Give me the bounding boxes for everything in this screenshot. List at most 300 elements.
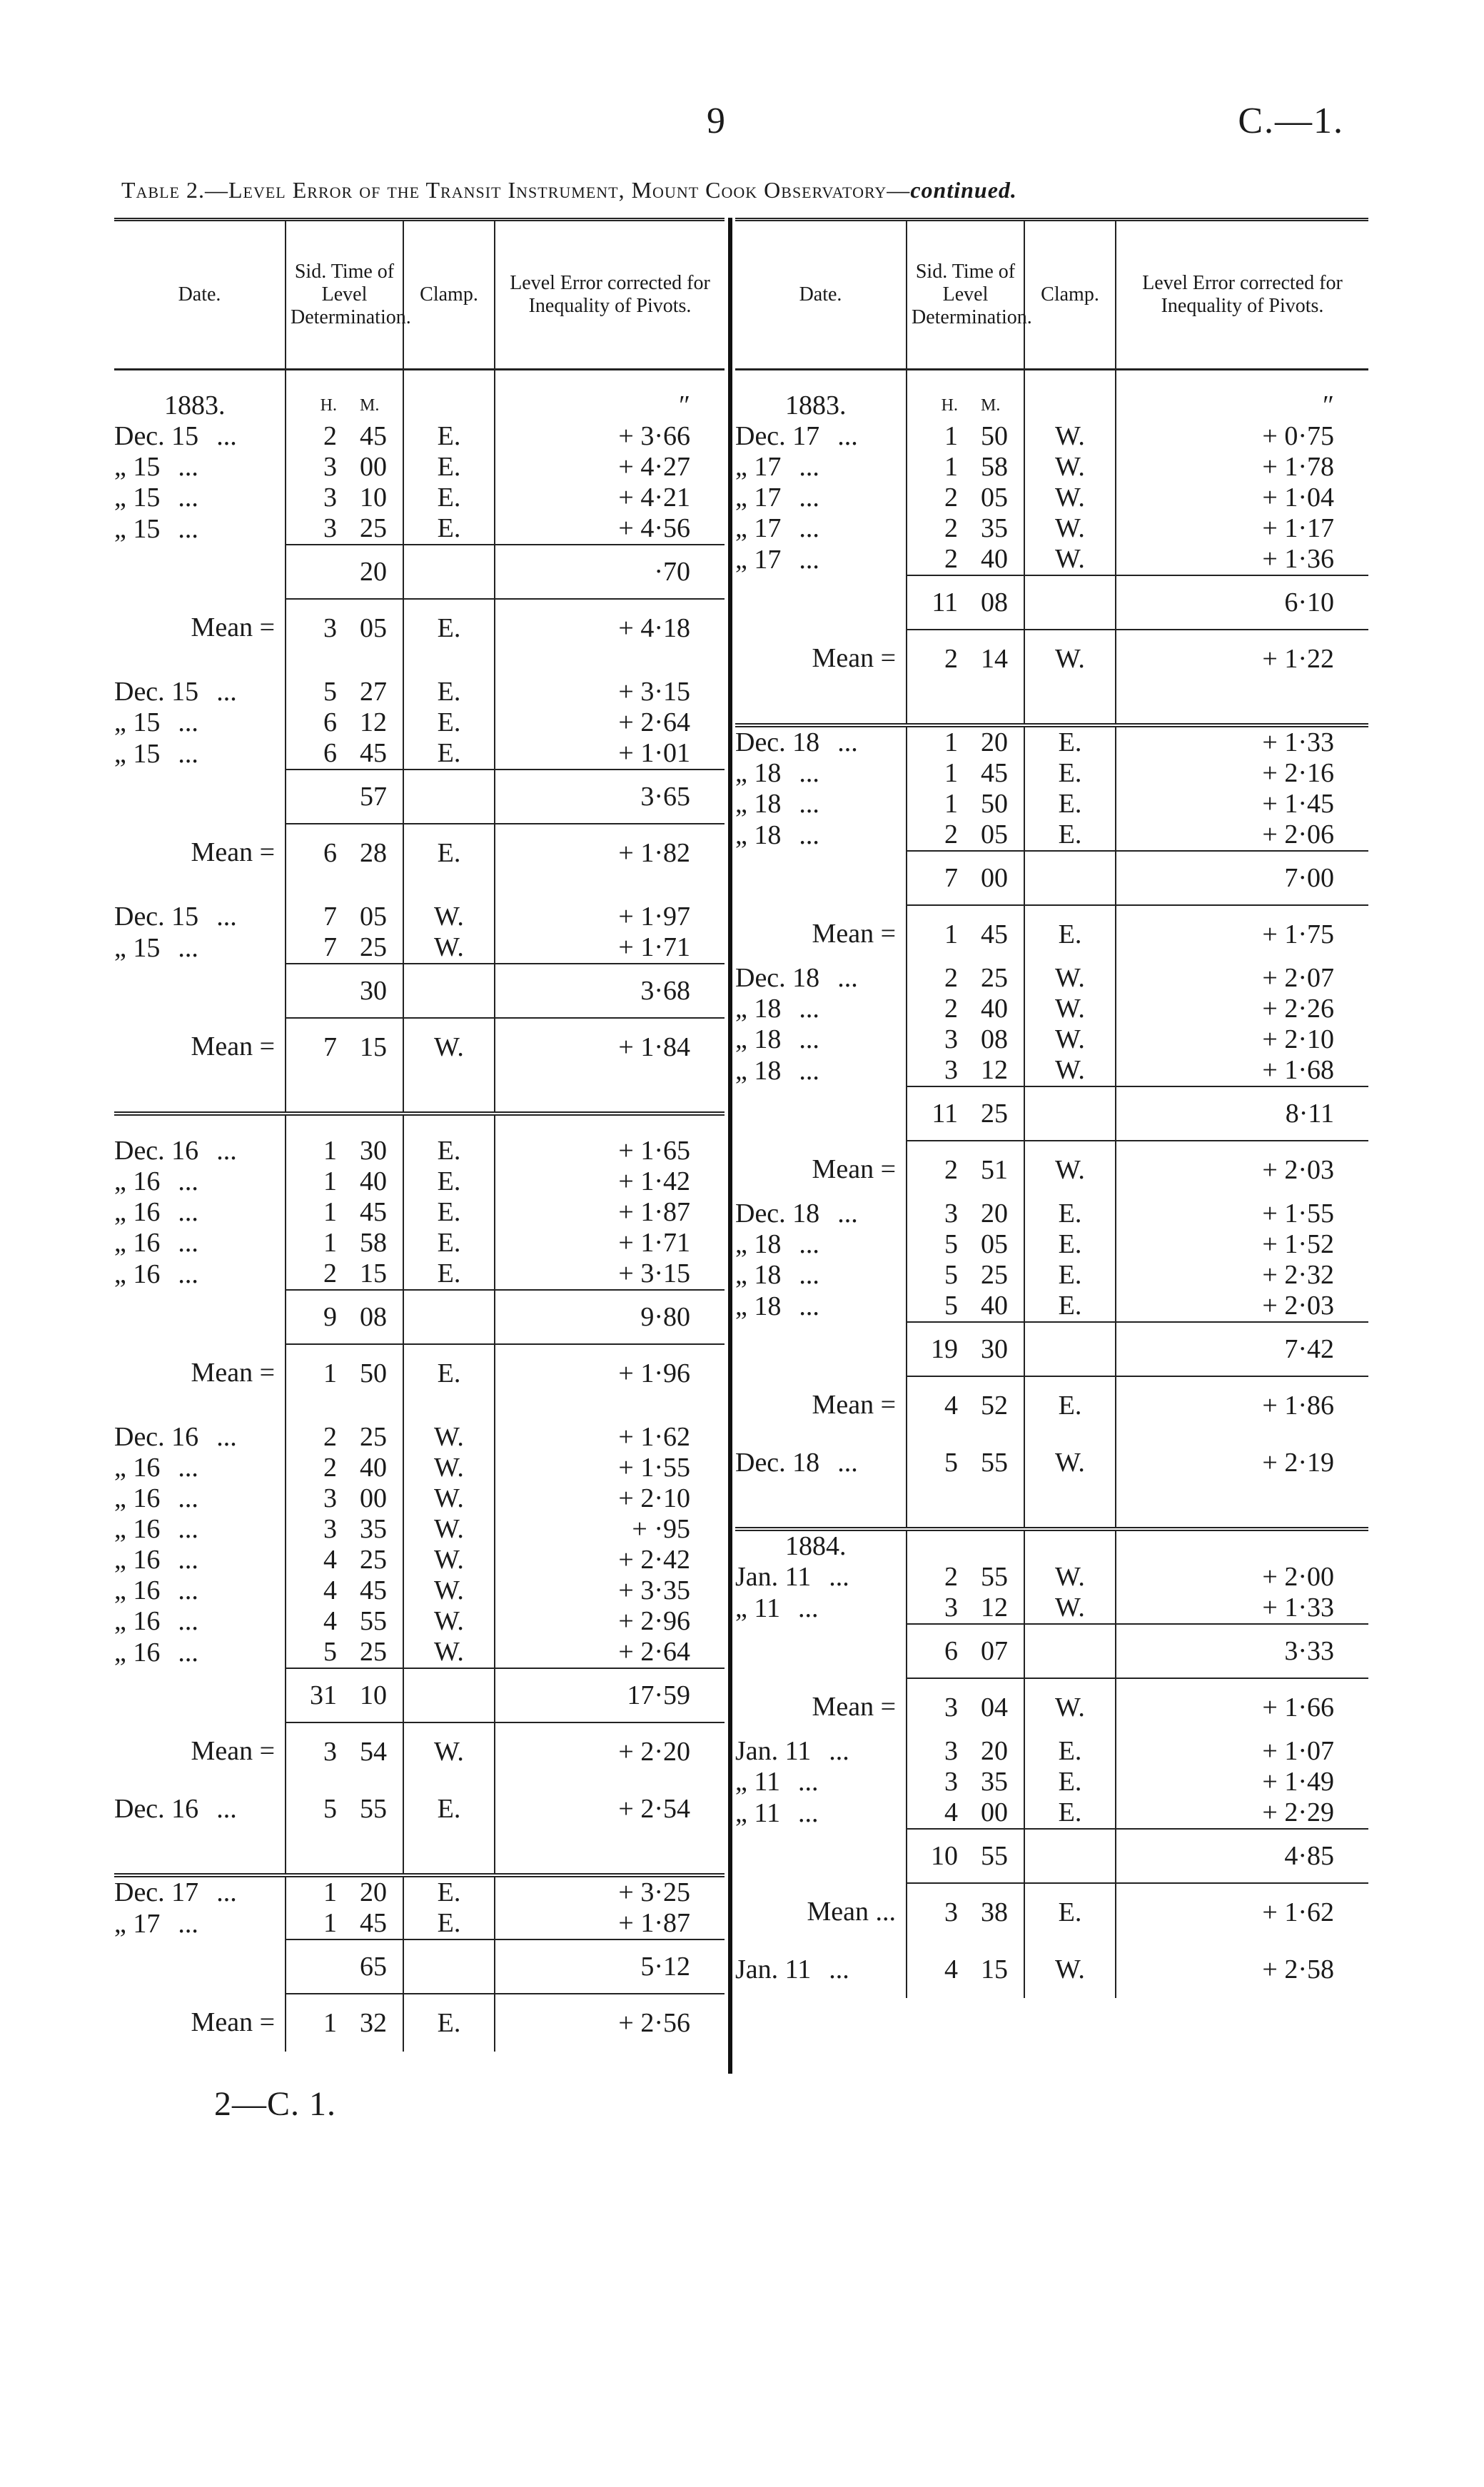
level-error-cell: + 3·25 <box>495 1875 725 1908</box>
date-cell <box>735 963 907 994</box>
level-error-cell: + 1·97 <box>495 902 725 932</box>
level-error-cell: + 2·54 <box>495 1780 725 1837</box>
hour-cell: 1 <box>907 421 971 452</box>
clamp-cell: E. <box>403 1197 495 1228</box>
level-error-cell: + 2·64 <box>495 1637 725 1668</box>
year-label: 1883. <box>785 390 847 420</box>
clamp-cell: E. <box>1024 758 1116 789</box>
level-error-cell: + 2·00 <box>1116 1562 1368 1593</box>
leader-dots: ... <box>829 1736 849 1766</box>
minute-cell: 58 <box>360 1228 387 1258</box>
date-cell <box>735 994 907 1024</box>
date-text: Dec. 17 <box>114 1877 199 1907</box>
spacer <box>735 1624 907 1678</box>
date-cell <box>735 1055 907 1086</box>
level-error-cell: + 2·32 <box>1116 1260 1368 1291</box>
mean-label: Mean = <box>812 643 896 673</box>
leader-dots: ... <box>216 421 237 451</box>
date-text: Dec. 15 <box>114 902 199 932</box>
spacer <box>350 370 403 391</box>
date-column-header: Date. <box>735 220 907 370</box>
spacer <box>735 575 907 630</box>
date-text: „ 18 <box>735 1229 782 1259</box>
sum-hour-cell: 6 <box>907 1624 971 1678</box>
date-cell <box>735 1767 907 1797</box>
year-row <box>735 1529 1368 1562</box>
mean-hour-cell: 1 <box>286 1344 350 1402</box>
date-cell <box>114 1483 286 1514</box>
leader-dots: ... <box>178 1514 198 1544</box>
single-observation-row <box>114 1780 725 1837</box>
sum-clamp-cell <box>403 1290 495 1344</box>
spacer <box>1116 1491 1368 1529</box>
clamp-cell: W. <box>403 1606 495 1637</box>
minute-cell: 08 <box>981 1024 1008 1054</box>
leader-dots: ... <box>837 1199 858 1229</box>
sum-row <box>735 1829 1368 1883</box>
mean-hour-cell: 3 <box>907 1678 971 1736</box>
date-text: „ 18 <box>735 994 782 1024</box>
observation-row <box>114 1908 725 1939</box>
spacer <box>1024 1529 1116 1562</box>
spacer-row <box>114 1402 725 1422</box>
observation-row <box>114 1136 725 1166</box>
hour-cell: 1 <box>286 1197 350 1228</box>
observation-row <box>114 1575 725 1606</box>
hour-cell: 2 <box>286 421 350 452</box>
date-cell <box>114 1514 286 1545</box>
hour-cell: 6 <box>286 707 350 738</box>
left-table-body <box>114 370 725 2052</box>
leader-dots: ... <box>178 1166 198 1196</box>
sum-minute-cell: 08 <box>971 575 1024 630</box>
leader-dots: ... <box>178 483 198 513</box>
mean-minute-cell: 15 <box>360 1031 387 1062</box>
mean-level-error-cell: + 2·20 <box>495 1722 725 1780</box>
clamp-cell: W. <box>403 902 495 932</box>
clamp-column-header: Clamp. <box>1024 220 1116 370</box>
date-text: „ 11 <box>735 1767 780 1797</box>
minute-cell: 05 <box>981 819 1008 849</box>
sum-clamp-cell <box>403 1668 495 1722</box>
observation-row <box>735 725 1368 758</box>
observation-row <box>735 483 1368 513</box>
observation-row <box>735 1199 1368 1229</box>
sum-hour-cell <box>286 964 350 1018</box>
sum-row <box>114 1668 725 1722</box>
hour-cell: 3 <box>286 483 350 513</box>
leader-dots: ... <box>799 544 819 575</box>
mean-row <box>114 1994 725 2052</box>
date-text: „ 18 <box>735 1055 782 1086</box>
date-cell <box>735 1229 907 1260</box>
mean-label: Mean = <box>191 2007 275 2037</box>
minute-cell: 20 <box>981 1736 1008 1766</box>
clamp-cell: W. <box>1024 1024 1116 1055</box>
level-error-cell: + 0·75 <box>1116 421 1368 452</box>
hour-cell: 4 <box>907 1797 971 1829</box>
hour-cell: 5 <box>907 1260 971 1291</box>
observation-row <box>114 1197 725 1228</box>
date-cell <box>114 707 286 738</box>
hour-cell: 2 <box>907 819 971 851</box>
center-divider <box>728 218 732 2074</box>
right-table-body <box>735 370 1368 1999</box>
mean-minute-cell: 04 <box>981 1692 1008 1722</box>
level-error-cell: + 1·07 <box>1116 1736 1368 1767</box>
sum-hour-cell: 19 <box>907 1322 971 1376</box>
observation-row <box>114 932 725 964</box>
leader-dots: ... <box>178 1197 198 1227</box>
minute-cell: 20 <box>360 1877 387 1907</box>
mean-label: Mean = <box>812 1390 896 1420</box>
leader-dots: ... <box>178 513 198 544</box>
spacer <box>114 1939 286 1994</box>
single-observation-row <box>735 1941 1368 1998</box>
spacer <box>286 1837 350 1875</box>
level-error-cell: + 1·62 <box>495 1422 725 1453</box>
clamp-cell: W. <box>403 1483 495 1514</box>
minute-cell: 25 <box>360 932 387 962</box>
clamp-cell: E. <box>403 452 495 483</box>
spacer <box>350 657 403 677</box>
observation-row <box>114 1258 725 1290</box>
mean-label: Mean = <box>812 1154 896 1184</box>
observation-row <box>114 707 725 738</box>
mean-clamp-cell: W. <box>403 1722 495 1780</box>
mean-row <box>735 1376 1368 1434</box>
sum-clamp-cell <box>403 545 495 599</box>
level-error-cell: + ·95 <box>495 1514 725 1545</box>
mean-clamp-cell: E. <box>1024 1883 1116 1941</box>
spacer <box>403 657 495 677</box>
minute-cell: 05 <box>981 1229 1008 1259</box>
mean-minute-cell: 28 <box>360 837 387 868</box>
sum-hour-cell <box>286 770 350 824</box>
level-error-cell: + 2·19 <box>1116 1434 1368 1491</box>
level-error-cell: + 1·42 <box>495 1166 725 1197</box>
minute-cell: 45 <box>360 1908 387 1938</box>
leader-dots: ... <box>216 902 237 932</box>
level-error-cell: + 2·03 <box>1116 1291 1368 1322</box>
sum-level-error-cell: 9·80 <box>495 1290 725 1344</box>
date-cell <box>735 1736 907 1767</box>
level-error-cell: + 2·58 <box>1116 1941 1368 1998</box>
date-cell <box>114 483 286 513</box>
spacer <box>403 1076 495 1114</box>
mean-level-error-cell: + 1·62 <box>1116 1883 1368 1941</box>
leader-dots: ... <box>837 963 858 993</box>
hour-cell: 1 <box>907 452 971 483</box>
hour-cell: 1 <box>286 1908 350 1939</box>
sum-level-error-cell: 17·59 <box>495 1668 725 1722</box>
spacer <box>286 882 350 902</box>
hour-cell: 1 <box>286 1136 350 1166</box>
sum-level-error-cell: 7·00 <box>1116 851 1368 905</box>
mean-clamp-cell: W. <box>403 1018 495 1076</box>
level-error-cell: + 4·56 <box>495 513 725 545</box>
sum-clamp-cell <box>1024 851 1116 905</box>
observation-row <box>114 1875 725 1908</box>
observation-row <box>735 758 1368 789</box>
level-error-cell: + 1·87 <box>495 1197 725 1228</box>
sum-minute-cell: 07 <box>971 1624 1024 1678</box>
minute-cell: 40 <box>981 544 1008 574</box>
mean-clamp-cell: E. <box>1024 1376 1116 1434</box>
observation-row <box>114 452 725 483</box>
year-row <box>735 390 1368 421</box>
mean-row <box>114 1018 725 1076</box>
double-rule-row <box>114 1076 725 1114</box>
date-text: Dec. 17 <box>735 421 820 451</box>
signature-mark: 2—C. 1. <box>214 2085 337 2123</box>
sum-level-error-cell: 5·12 <box>495 1939 725 1994</box>
mean-level-error-cell: + 1·84 <box>495 1018 725 1076</box>
hour-cell: 5 <box>907 1291 971 1322</box>
observation-row <box>735 1562 1368 1593</box>
hour-cell: 7 <box>286 932 350 964</box>
clamp-cell: E. <box>403 1780 495 1837</box>
seconds-unit: ″ <box>495 390 725 421</box>
hour-cell: 2 <box>907 963 971 994</box>
mean-row <box>114 1722 725 1780</box>
clamp-cell: E. <box>1024 819 1116 851</box>
spacer <box>350 1837 403 1875</box>
date-cell <box>735 421 907 452</box>
observation-row <box>735 513 1368 544</box>
sum-row <box>114 964 725 1018</box>
observation-row <box>735 963 1368 994</box>
minute-cell: 35 <box>981 1767 1008 1797</box>
minute-cell: 12 <box>981 1055 1008 1085</box>
mean-minute-cell: 51 <box>981 1154 1008 1185</box>
date-text: „ 17 <box>735 483 782 513</box>
year-cell <box>114 390 286 421</box>
spacer <box>495 1837 725 1875</box>
observation-row <box>735 1767 1368 1797</box>
date-text: „ 17 <box>735 513 782 543</box>
sum-level-error-cell: 7·42 <box>1116 1322 1368 1376</box>
mean-label: Mean = <box>191 837 275 867</box>
level-error-cell: + 1·01 <box>495 738 725 770</box>
clamp-cell: W. <box>403 1637 495 1668</box>
date-cell <box>735 819 907 851</box>
minute-cell: 10 <box>360 483 387 513</box>
minute-cell: 12 <box>360 707 387 737</box>
mean-level-error-cell: + 1·86 <box>1116 1376 1368 1434</box>
leader-dots: ... <box>797 1593 819 1623</box>
minute-cell: 40 <box>981 1291 1008 1321</box>
level-error-cell: + 2·16 <box>1116 758 1368 789</box>
mean-label-cell <box>114 1722 286 1780</box>
date-cell <box>114 1197 286 1228</box>
date-text: „ 15 <box>114 483 161 513</box>
hour-cell: 3 <box>286 1514 350 1545</box>
hour-cell: 5 <box>286 677 350 707</box>
minute-cell: 45 <box>360 738 387 768</box>
clamp-cell: W. <box>1024 1562 1116 1593</box>
year-row <box>114 390 725 421</box>
sum-level-error-cell: ·70 <box>495 545 725 599</box>
mean-label-cell <box>114 599 286 657</box>
sum-minute-cell: 55 <box>971 1829 1024 1883</box>
mean-level-error-cell: + 1·75 <box>1116 905 1368 963</box>
observation-row <box>114 1422 725 1453</box>
date-cell <box>735 1199 907 1229</box>
minute-cell: 20 <box>981 727 1008 757</box>
hour-cell: 3 <box>907 1024 971 1055</box>
observation-row <box>114 1514 725 1545</box>
date-text: „ 15 <box>114 707 161 737</box>
mean-row <box>114 599 725 657</box>
date-text: „ 16 <box>114 1514 161 1544</box>
minute-cell: 55 <box>360 1793 387 1824</box>
level-error-column-header: Level Error corrected for Inequality of Pivots. <box>495 220 725 370</box>
clamp-column-header: Clamp. <box>403 220 495 370</box>
date-text: „ 16 <box>114 1575 161 1605</box>
mean-level-error-cell: + 1·66 <box>1116 1678 1368 1736</box>
spacer <box>1024 1491 1116 1529</box>
mean-hour-cell: 1 <box>286 1994 350 2052</box>
sum-row <box>735 851 1368 905</box>
year-cell <box>735 1529 907 1562</box>
date-text: „ 18 <box>735 758 782 788</box>
minute-cell: 27 <box>360 677 387 707</box>
sum-minute-cell: 25 <box>971 1086 1024 1141</box>
spacer-row <box>114 657 725 677</box>
leader-dots: ... <box>178 707 198 737</box>
clamp-cell: E. <box>1024 1229 1116 1260</box>
leader-dots: ... <box>829 1954 849 1984</box>
hour-cell: 4 <box>286 1575 350 1606</box>
mean-hour-cell: 6 <box>286 824 350 882</box>
observation-row <box>114 1637 725 1668</box>
sum-clamp-cell <box>1024 575 1116 630</box>
double-rule-row <box>735 1491 1368 1529</box>
clamp-cell: W. <box>403 1514 495 1545</box>
sum-level-error-cell: 3·33 <box>1116 1624 1368 1678</box>
leader-dots: ... <box>178 1228 198 1258</box>
level-error-cell: + 1·87 <box>495 1908 725 1939</box>
left-table <box>114 218 725 2052</box>
leader-dots: ... <box>799 452 819 482</box>
leader-dots: ... <box>178 1258 198 1289</box>
leader-dots: ... <box>799 1291 819 1321</box>
clamp-cell: E. <box>403 707 495 738</box>
clamp-cell: W. <box>1024 963 1116 994</box>
minute-cell: 00 <box>360 452 387 482</box>
sum-minute-cell: 30 <box>350 964 403 1018</box>
clamp-cell: W. <box>1024 1941 1116 1998</box>
sum-clamp-cell <box>1024 1322 1116 1376</box>
leader-dots: ... <box>216 1793 237 1824</box>
clamp-cell: W. <box>1024 513 1116 544</box>
sum-row <box>114 770 725 824</box>
spacer <box>114 1668 286 1722</box>
hour-cell: 1 <box>286 1875 350 1908</box>
mean-label-cell <box>114 1344 286 1402</box>
minute-cell: 58 <box>981 452 1008 482</box>
leader-dots: ... <box>799 1024 819 1054</box>
minute-cell: 25 <box>981 1260 1008 1290</box>
sum-hour-cell: 11 <box>907 1086 971 1141</box>
clamp-cell: W. <box>1024 544 1116 575</box>
date-cell <box>114 421 286 452</box>
hour-cell: 3 <box>286 1483 350 1514</box>
sum-level-error-cell: 8·11 <box>1116 1086 1368 1141</box>
leader-dots: ... <box>799 1229 819 1259</box>
minute-cell: 15 <box>360 1258 387 1288</box>
sid-time-column-header: Sid. Time of Level Determination. <box>286 220 403 370</box>
spacer <box>403 1837 495 1875</box>
mean-clamp-cell: E. <box>403 1994 495 2052</box>
spacer <box>114 882 286 902</box>
clamp-cell: W. <box>403 1575 495 1606</box>
hour-cell: 3 <box>907 1593 971 1624</box>
mean-clamp-cell: W. <box>1024 1141 1116 1199</box>
minute-cell: 25 <box>981 963 1008 993</box>
spacer <box>735 851 907 905</box>
mean-label-cell <box>735 1376 907 1434</box>
mean-label: Mean = <box>191 1031 275 1061</box>
sum-clamp-cell <box>1024 1624 1116 1678</box>
level-error-cell: + 3·15 <box>495 677 725 707</box>
spacer <box>971 370 1024 391</box>
date-cell <box>735 544 907 575</box>
mean-clamp-cell: E. <box>403 824 495 882</box>
date-text: „ 16 <box>114 1197 161 1227</box>
sum-clamp-cell <box>403 1939 495 1994</box>
mean-minute-cell: 54 <box>360 1736 387 1767</box>
clamp-cell: E. <box>403 1875 495 1908</box>
hour-cell: 1 <box>907 725 971 758</box>
level-error-cell: + 2·96 <box>495 1606 725 1637</box>
spacer <box>350 1076 403 1114</box>
clamp-cell: E. <box>403 513 495 545</box>
minute-cell: 25 <box>360 1545 387 1575</box>
hour-cell: 4 <box>286 1606 350 1637</box>
mean-clamp-cell: E. <box>403 1344 495 1402</box>
date-text: „ 16 <box>114 1453 161 1483</box>
spacer <box>495 370 725 391</box>
date-text: Dec. 16 <box>114 1793 199 1824</box>
clamp-cell: E. <box>403 1258 495 1290</box>
date-cell <box>114 902 286 932</box>
date-text: Jan. 11 <box>735 1954 812 1984</box>
sum-level-error-cell: 6·10 <box>1116 575 1368 630</box>
observation-row <box>114 677 725 707</box>
minute-cell: 15 <box>981 1954 1008 1984</box>
mean-clamp-cell: W. <box>1024 1678 1116 1736</box>
observation-row <box>735 452 1368 483</box>
date-cell <box>114 513 286 545</box>
observation-row <box>735 1055 1368 1086</box>
spacer <box>495 1402 725 1422</box>
mean-clamp-cell: E. <box>1024 905 1116 963</box>
observation-row <box>735 1024 1368 1055</box>
clamp-cell: W. <box>1024 421 1116 452</box>
spacer <box>403 882 495 902</box>
year-label: 1883. <box>164 390 226 420</box>
mean-hour-cell: 1 <box>907 905 971 963</box>
minutes-unit <box>971 1529 1024 1562</box>
mean-minute-cell: 50 <box>360 1358 387 1388</box>
date-text: Dec. 18 <box>735 1199 820 1229</box>
spacer <box>735 1322 907 1376</box>
date-cell <box>114 1575 286 1606</box>
spacer <box>495 1076 725 1114</box>
spacer <box>1024 687 1116 725</box>
